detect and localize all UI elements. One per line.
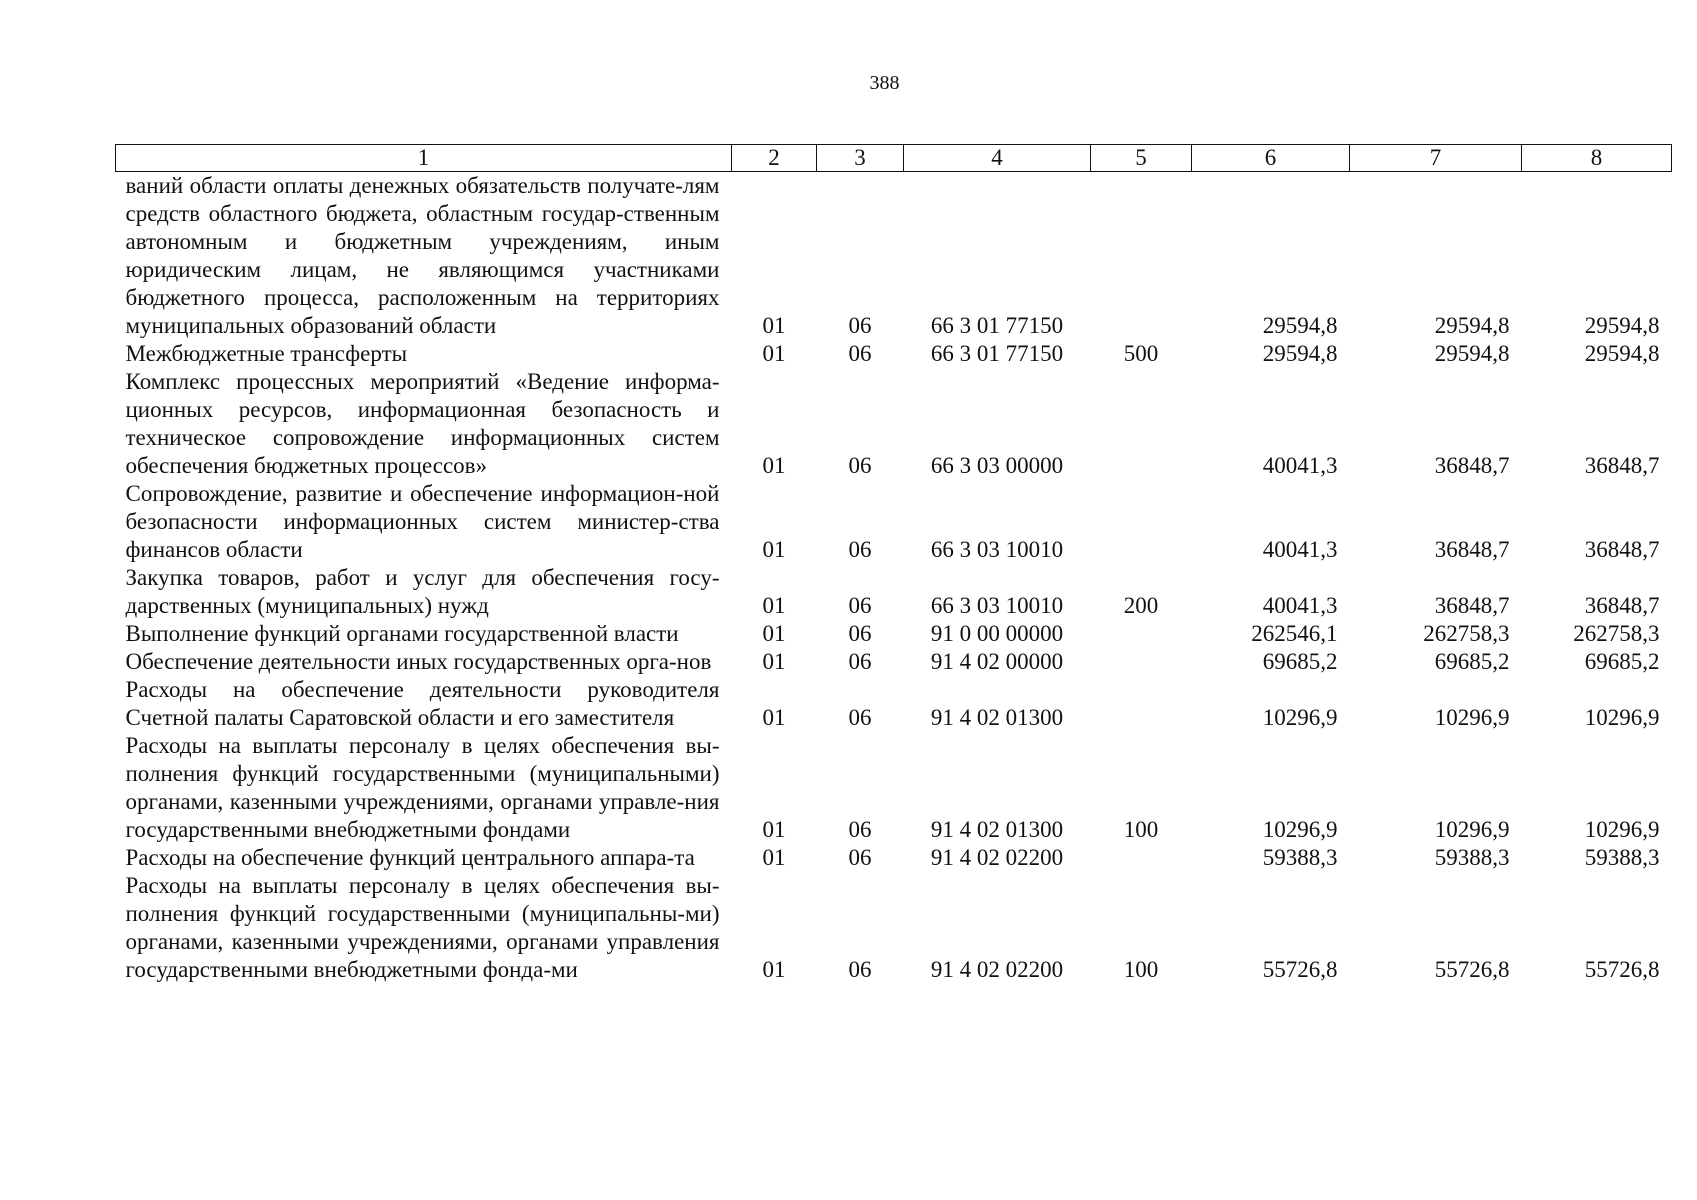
amount-year-3: 36848,7: [1584, 453, 1660, 478]
header-row: [116, 145, 1672, 172]
expense-name: Обеспечение деятельности иных государственных орга-нов: [125, 649, 712, 674]
table-row: [116, 732, 1672, 844]
amount-year-3: 29594,8: [1584, 313, 1660, 338]
table-row: [116, 676, 1672, 732]
expense-type-code: [1091, 620, 1192, 648]
amount-year-1: 29594,8: [1262, 313, 1338, 338]
section-code: 01: [762, 593, 786, 618]
target-article-code: 66 3 03 10010: [930, 537, 1064, 562]
table-row: [116, 340, 1672, 368]
expense-type-code: [1091, 172, 1192, 341]
subsection-code: 06: [848, 341, 872, 366]
amount-year-2: 29594,8: [1434, 341, 1510, 366]
amount-year-1: 262546,1: [1251, 621, 1338, 646]
amount-year-2: 55726,8: [1434, 957, 1510, 982]
target-article-code: 66 3 03 00000: [930, 453, 1064, 478]
column-header: 7: [1350, 145, 1522, 172]
expense-type-code: 100: [1123, 957, 1159, 982]
table-row: [116, 564, 1672, 620]
target-article-code: 91 4 02 01300: [930, 817, 1064, 842]
amount-year-2: 10296,9: [1434, 817, 1510, 842]
expense-type-code: 500: [1123, 341, 1159, 366]
table-row: [116, 480, 1672, 564]
budget-table: [115, 144, 1672, 984]
section-code: 01: [762, 817, 786, 842]
expense-name: Расходы на выплаты персоналу в целях обеспечения вы-полнения функций государственными (муниципальны-ми) органами, казенными учреждениями, органами управления государственными внебюджетными фонда-ми: [125, 873, 720, 982]
subsection-code: 06: [848, 649, 872, 674]
amount-year-2: 29594,8: [1434, 313, 1510, 338]
amount-year-3: 36848,7: [1584, 537, 1660, 562]
expense-name: ваний области оплаты денежных обязательств получате-лям средств областного бюджета, областным государ-ственным автономным и бюджетным учреждениям, иным юридическим лицам, не являющимся участниками бюджетного процесса, расположенным на территориях муниципальных образований области: [125, 173, 720, 338]
table-body: [116, 172, 1672, 985]
table-row: [116, 872, 1672, 984]
amount-year-2: 262758,3: [1423, 621, 1510, 646]
expense-name: Выполнение функций органами государственной власти: [125, 621, 679, 646]
table-row: [116, 648, 1672, 676]
expense-name: Сопровождение, развитие и обеспечение информацион-ной безопасности информационных систем министер-ства финансов области: [125, 481, 720, 562]
amount-year-3: 59388,3: [1584, 845, 1660, 870]
expense-name: Расходы на обеспечение деятельности руководителя Счетной палаты Саратовской области и его заместителя: [125, 677, 720, 730]
column-header: 4: [904, 145, 1091, 172]
expense-name: Расходы на выплаты персоналу в целях обеспечения вы-полнения функций государственными (муниципальными) органами, казенными учреждениями, органами управле-ния государственными внебюджетными фондами: [125, 733, 720, 842]
section-code: 01: [762, 621, 786, 646]
amount-year-3: 36848,7: [1584, 593, 1660, 618]
table-row: [116, 368, 1672, 480]
target-article-code: 91 4 02 02200: [930, 957, 1064, 982]
subsection-code: 06: [848, 453, 872, 478]
subsection-code: 06: [848, 313, 872, 338]
page-number: 388: [869, 72, 900, 94]
amount-year-3: 10296,9: [1584, 817, 1660, 842]
amount-year-1: 40041,3: [1262, 537, 1338, 562]
amount-year-3: 69685,2: [1584, 649, 1660, 674]
table-row: [116, 620, 1672, 648]
amount-year-1: 10296,9: [1262, 705, 1338, 730]
expense-type-code: [1091, 844, 1192, 872]
target-article-code: 91 4 02 02200: [930, 845, 1064, 870]
amount-year-3: 262758,3: [1573, 621, 1660, 646]
section-code: 01: [762, 537, 786, 562]
column-header: 2: [732, 145, 817, 172]
subsection-code: 06: [848, 705, 872, 730]
expense-type-code: [1091, 368, 1192, 480]
section-code: 01: [762, 313, 786, 338]
target-article-code: 66 3 01 77150: [930, 313, 1064, 338]
section-code: 01: [762, 649, 786, 674]
section-code: 01: [762, 453, 786, 478]
section-code: 01: [762, 705, 786, 730]
subsection-code: 06: [848, 817, 872, 842]
amount-year-2: 10296,9: [1434, 705, 1510, 730]
expense-type-code: [1091, 648, 1192, 676]
amount-year-2: 69685,2: [1434, 649, 1510, 674]
expense-type-code: [1091, 480, 1192, 564]
subsection-code: 06: [848, 621, 872, 646]
amount-year-2: 59388,3: [1434, 845, 1510, 870]
amount-year-3: 10296,9: [1584, 705, 1660, 730]
amount-year-1: 59388,3: [1262, 845, 1338, 870]
amount-year-1: 69685,2: [1262, 649, 1338, 674]
amount-year-1: 40041,3: [1262, 593, 1338, 618]
expense-name: Расходы на обеспечение функций центрального аппара-та: [125, 845, 695, 870]
column-header: 6: [1192, 145, 1350, 172]
expense-type-code: [1091, 676, 1192, 732]
amount-year-3: 55726,8: [1584, 957, 1660, 982]
subsection-code: 06: [848, 537, 872, 562]
amount-year-2: 36848,7: [1434, 537, 1510, 562]
column-header: 1: [116, 145, 732, 172]
column-header: 8: [1522, 145, 1672, 172]
target-article-code: 91 4 02 00000: [930, 649, 1064, 674]
table-row: [116, 172, 1672, 341]
amount-year-2: 36848,7: [1434, 593, 1510, 618]
column-header: 3: [817, 145, 904, 172]
expense-type-code: 200: [1123, 593, 1159, 618]
amount-year-3: 29594,8: [1584, 341, 1660, 366]
amount-year-1: 10296,9: [1262, 817, 1338, 842]
column-header: 5: [1091, 145, 1192, 172]
subsection-code: 06: [848, 957, 872, 982]
target-article-code: 91 0 00 00000: [930, 621, 1064, 646]
amount-year-1: 29594,8: [1262, 341, 1338, 366]
amount-year-1: 40041,3: [1262, 453, 1338, 478]
section-code: 01: [762, 341, 786, 366]
expense-name: Межбюджетные трансферты: [125, 341, 408, 366]
section-code: 01: [762, 845, 786, 870]
expense-name: Закупка товаров, работ и услуг для обеспечения госу-дарственных (муниципальных) нужд: [125, 565, 720, 618]
expense-type-code: 100: [1123, 817, 1159, 842]
subsection-code: 06: [848, 845, 872, 870]
amount-year-1: 55726,8: [1262, 957, 1338, 982]
target-article-code: 91 4 02 01300: [930, 705, 1064, 730]
expense-name: Комплекс процессных мероприятий «Ведение информа-ционных ресурсов, информационная безопасность и техническое сопровождение информационных систем обеспечения бюджетных процессов»: [125, 369, 720, 478]
table-row: [116, 844, 1672, 872]
section-code: 01: [762, 957, 786, 982]
amount-year-2: 36848,7: [1434, 453, 1510, 478]
target-article-code: 66 3 01 77150: [930, 341, 1064, 366]
target-article-code: 66 3 03 10010: [930, 593, 1064, 618]
subsection-code: 06: [848, 593, 872, 618]
